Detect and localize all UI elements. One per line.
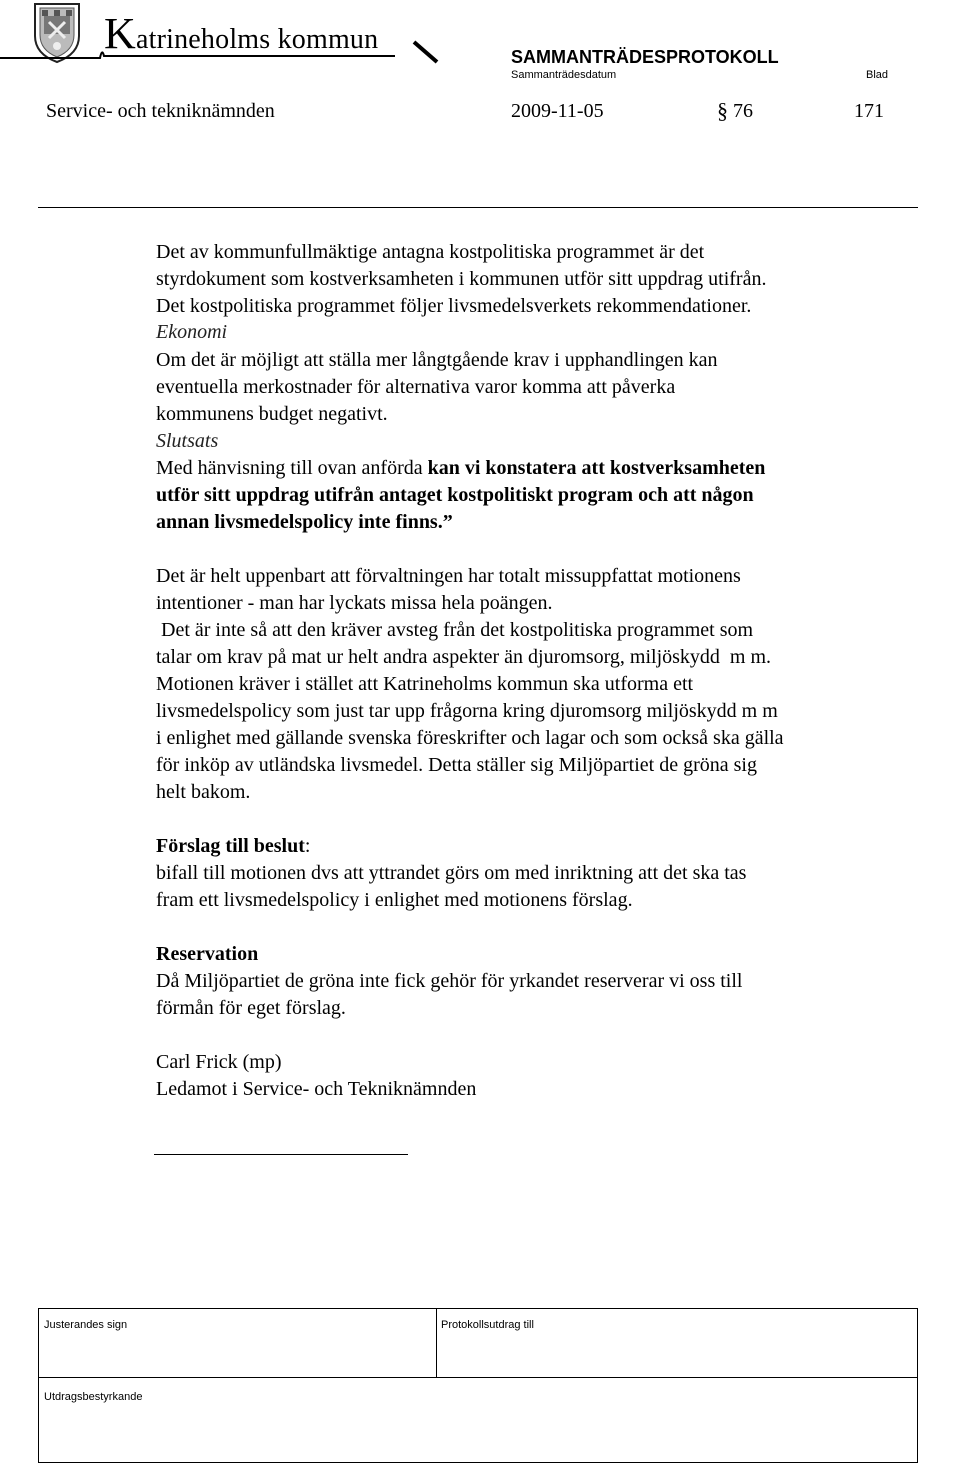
- header-divider: [38, 207, 918, 208]
- slutsats-bold-text: kan vi konstatera att kostverksamheten: [427, 457, 766, 479]
- body-line: i enlighet med gällande svenska föreskrifter och lagar och som också ska gälla: [156, 727, 784, 749]
- utdragsbestyrkande-label: Utdragsbestyrkande: [44, 1391, 143, 1403]
- body-line: [156, 455, 926, 482]
- forslag-colon: :: [304, 835, 311, 857]
- forslag-heading-text: Förslag till beslut: [156, 835, 305, 857]
- body-line: Det av kommunfullmäktige antagna kostpolitiska programmet är det: [156, 241, 705, 263]
- body-line: eventuella merkostnader för alternativa varor komma att påverka: [156, 376, 676, 398]
- section-heading-slutsats: Slutsats: [156, 430, 219, 452]
- section-heading-reservation: Reservation: [156, 943, 259, 965]
- page-label: Blad: [866, 69, 889, 81]
- page-number: 171: [854, 100, 884, 122]
- body-line: Om det är möjligt att ställa mer långtgående krav i upphandlingen kan: [156, 349, 718, 371]
- body-line: Då Miljöpartiet de gröna inte fick gehör för yrkandet reserverar vi oss till: [156, 970, 743, 992]
- meeting-date: 2009-11-05: [511, 100, 604, 122]
- body-line: talar om krav på mat ur helt andra aspekter än djuromsorg, miljöskydd m m.: [156, 646, 772, 668]
- meeting-date-label: Sammanträdesdatum: [511, 69, 617, 81]
- paragraph-number: 76: [733, 100, 753, 122]
- footer-divider-vertical: [436, 1308, 437, 1377]
- section-heading-ekonomi: Ekonomi: [156, 321, 228, 343]
- body-line: kommunens budget negativt.: [156, 403, 388, 425]
- signer-title: Ledamot i Service- och Tekniknämnden: [156, 1078, 477, 1100]
- body-line: Det kostpolitiska programmet följer livsmedelsverkets rekommendationer.: [156, 295, 752, 317]
- paragraph-symbol: §: [717, 98, 728, 123]
- body-line-bold: annan livsmedelspolicy inte finns.”: [156, 511, 453, 533]
- body-line: styrdokument som kostverksamheten i kommunen utför sitt uppdrag utifrån.: [156, 268, 767, 290]
- committee-name: Service- och tekniknämnden: [46, 100, 275, 122]
- body-line: helt bakom.: [156, 781, 251, 803]
- slutsats-text: Med hänvisning till ovan anförda: [156, 457, 428, 479]
- org-name-initial: K: [104, 9, 136, 58]
- body-line: livsmedelspolicy som just tar upp frågorna kring djuromsorg miljöskydd m m: [156, 700, 778, 722]
- org-name-rest: atrineholms kommun: [135, 24, 379, 55]
- protokollsutdrag-till-label: Protokollsutdrag till: [441, 1319, 534, 1331]
- signer-name: Carl Frick (mp): [156, 1051, 282, 1073]
- body-line: för inköp av utländska livsmedel. Detta ställer sig Miljöpartiet de gröna sig: [156, 754, 757, 776]
- body-line: Motionen kräver i stället att Katrineholms kommun ska utforma ett: [156, 673, 694, 695]
- body-line: förmån för eget förslag.: [156, 997, 346, 1019]
- body-line: bifall till motionen dvs att yttrandet görs om med inriktning att det ska tas: [156, 862, 747, 884]
- body-line: fram ett livsmedelspolicy i enlighet med motionens förslag.: [156, 889, 633, 911]
- org-name-underline-stroke: [0, 0, 460, 70]
- body-line: Det är helt uppenbart att förvaltningen har totalt missuppfattat motionens: [156, 565, 741, 587]
- body-line: intentioner - man har lyckats missa hela poängen.: [156, 592, 553, 614]
- document-type-title: SAMMANTRÄDESPROTOKOLL: [511, 47, 779, 67]
- justerandes-sign-label: Justerandes sign: [44, 1319, 128, 1331]
- body-line: Det är inte så att den kräver avsteg från det kostpolitiska programmet som: [156, 619, 754, 641]
- footer-divider-horizontal: [38, 1377, 918, 1378]
- signature-line: [154, 1154, 408, 1155]
- body-line-bold: utför sitt uppdrag utifrån antaget kostpolitiskt program och att någon: [156, 484, 754, 506]
- section-heading-forslag: [156, 833, 926, 860]
